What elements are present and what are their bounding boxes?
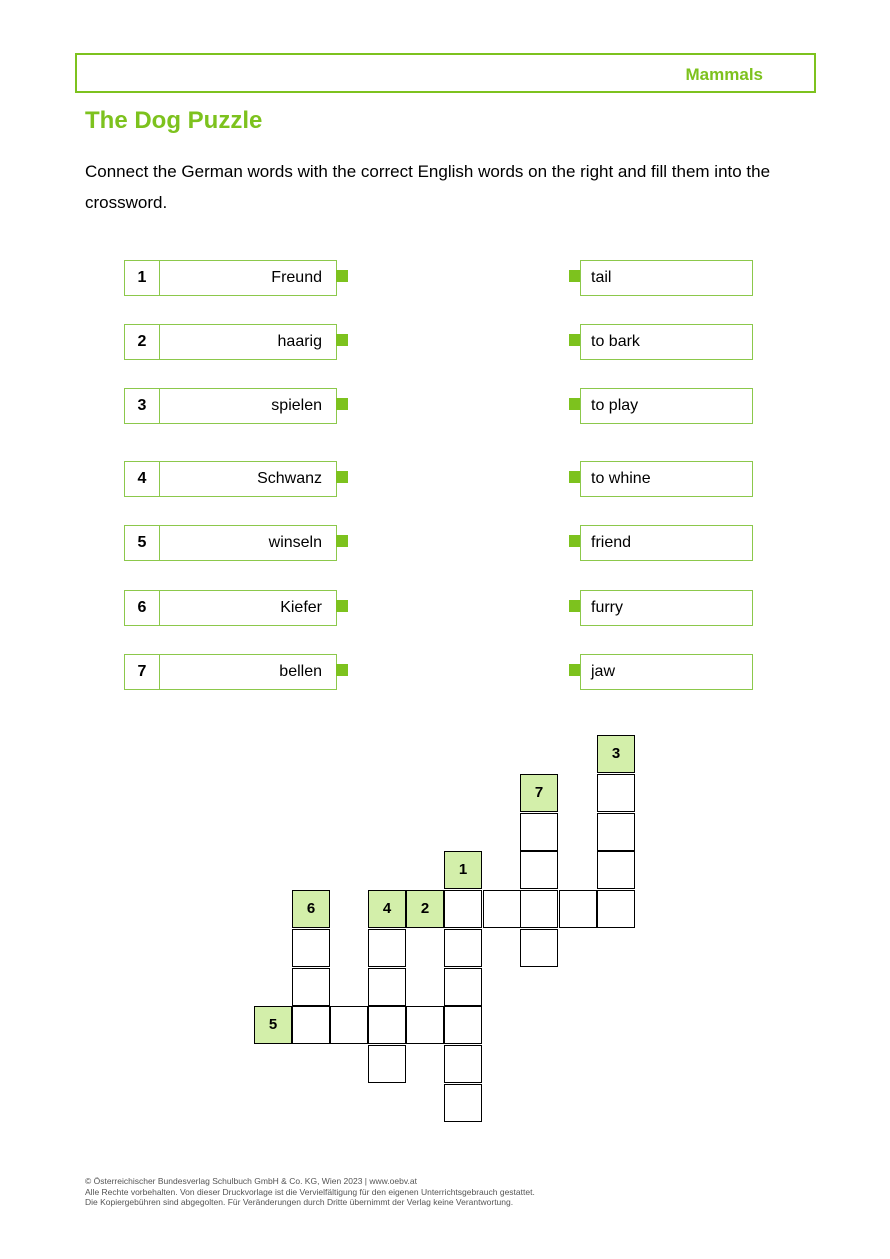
english-word: to play [591, 397, 639, 414]
crossword-cell[interactable] [559, 890, 597, 928]
word-number: 2 [125, 325, 160, 359]
footer-line: Alle Rechte vorbehalten. Von dieser Druckvorlage ist die Vervielfältigung für den eigenen Unterrichtsgebrauch gestattet. [85, 1186, 535, 1197]
match-row-7 [0, 654, 890, 690]
connector-dot-left[interactable] [336, 664, 348, 676]
german-word-box [124, 324, 337, 360]
clue-number-cell: 5 [254, 1006, 292, 1044]
copyright-footer [85, 1176, 535, 1208]
word-number: 4 [125, 462, 160, 496]
word-number: 3 [125, 389, 160, 423]
german-word: winseln [268, 534, 322, 551]
clue-number-cell: 6 [292, 890, 330, 928]
match-row-5 [0, 525, 890, 561]
crossword-cell[interactable] [292, 968, 330, 1006]
english-word-box [580, 388, 753, 424]
match-row-2 [0, 324, 890, 360]
crossword-cell[interactable] [368, 929, 406, 967]
footer-line: © Österreichischer Bundesverlag Schulbuch GmbH & Co. KG, Wien 2023 | www.oebv.at [85, 1176, 417, 1186]
crossword-cell[interactable] [520, 851, 558, 889]
match-row-3 [0, 388, 890, 424]
connector-dot-left[interactable] [336, 270, 348, 282]
connector-dot-left[interactable] [336, 600, 348, 612]
clue-number-cell: 7 [520, 774, 558, 812]
crossword-cell[interactable] [520, 813, 558, 851]
english-word: tail [591, 269, 612, 286]
crossword-cell[interactable] [368, 1045, 406, 1083]
crossword-cell[interactable] [597, 890, 635, 928]
english-word: jaw [591, 663, 616, 680]
german-word-box [124, 590, 337, 626]
crossword-cell[interactable] [444, 890, 482, 928]
english-word: to bark [591, 333, 640, 350]
crossword-cell[interactable] [330, 1006, 368, 1044]
german-word-box [124, 654, 337, 690]
page-title: The Dog Puzzle [85, 107, 263, 134]
crossword-cell[interactable] [597, 813, 635, 851]
german-word: Schwanz [257, 470, 322, 487]
english-word: furry [591, 599, 623, 616]
german-word-box [124, 461, 337, 497]
german-word: Kiefer [280, 599, 322, 616]
crossword-cell[interactable] [444, 1045, 482, 1083]
connector-dot-left[interactable] [336, 535, 348, 547]
footer-line: Die Kopiergebühren sind abgegolten. Für Veränderungen durch Dritte übernimmt der Verlag keine Verantwortung. [85, 1197, 514, 1207]
english-word-box [580, 260, 753, 296]
word-number: 6 [125, 591, 160, 625]
crossword-cell[interactable] [597, 851, 635, 889]
clue-number-cell: 1 [444, 851, 482, 889]
crossword-cell[interactable] [368, 1006, 406, 1044]
crossword-cell[interactable] [292, 929, 330, 967]
english-word: friend [591, 534, 632, 551]
connector-dot-left[interactable] [336, 471, 348, 483]
crossword-cell[interactable] [292, 1006, 330, 1044]
crossword-cell[interactable] [406, 1006, 444, 1044]
crossword-cell[interactable] [597, 774, 635, 812]
instructions: Connect the German words with the correct English words on the right and fill them into the crossword. [85, 162, 771, 212]
word-number: 1 [125, 261, 160, 295]
crossword-cell[interactable] [444, 929, 482, 967]
english-word: to whine [591, 470, 651, 487]
crossword-cell[interactable] [444, 968, 482, 1006]
clue-number-cell: 4 [368, 890, 406, 928]
crossword-cell[interactable] [368, 968, 406, 1006]
match-row-1 [0, 260, 890, 296]
match-row-4 [0, 461, 890, 497]
german-word: bellen [279, 663, 322, 680]
english-word-box [580, 525, 753, 561]
crossword-cell[interactable] [444, 1084, 482, 1122]
match-row-6 [0, 590, 890, 626]
connector-dot-left[interactable] [336, 398, 348, 410]
german-word: Freund [271, 269, 322, 286]
german-word: haarig [277, 333, 322, 350]
clue-number-cell: 2 [406, 890, 444, 928]
english-word-box [580, 654, 753, 690]
crossword-cell[interactable] [483, 890, 521, 928]
crossword-cell[interactable] [520, 890, 558, 928]
header-bar [75, 53, 816, 93]
section-label: Mammals [685, 65, 763, 84]
word-number: 5 [125, 526, 160, 560]
german-word-box [124, 388, 337, 424]
english-word-box [580, 590, 753, 626]
english-word-box [580, 324, 753, 360]
clue-number-cell: 3 [597, 735, 635, 773]
english-word-box [580, 461, 753, 497]
word-number: 7 [125, 655, 160, 689]
german-word-box [124, 260, 337, 296]
crossword-cell[interactable] [444, 1006, 482, 1044]
german-word: spielen [271, 397, 322, 414]
german-word-box [124, 525, 337, 561]
connector-dot-left[interactable] [336, 334, 348, 346]
crossword-cell[interactable] [520, 929, 558, 967]
